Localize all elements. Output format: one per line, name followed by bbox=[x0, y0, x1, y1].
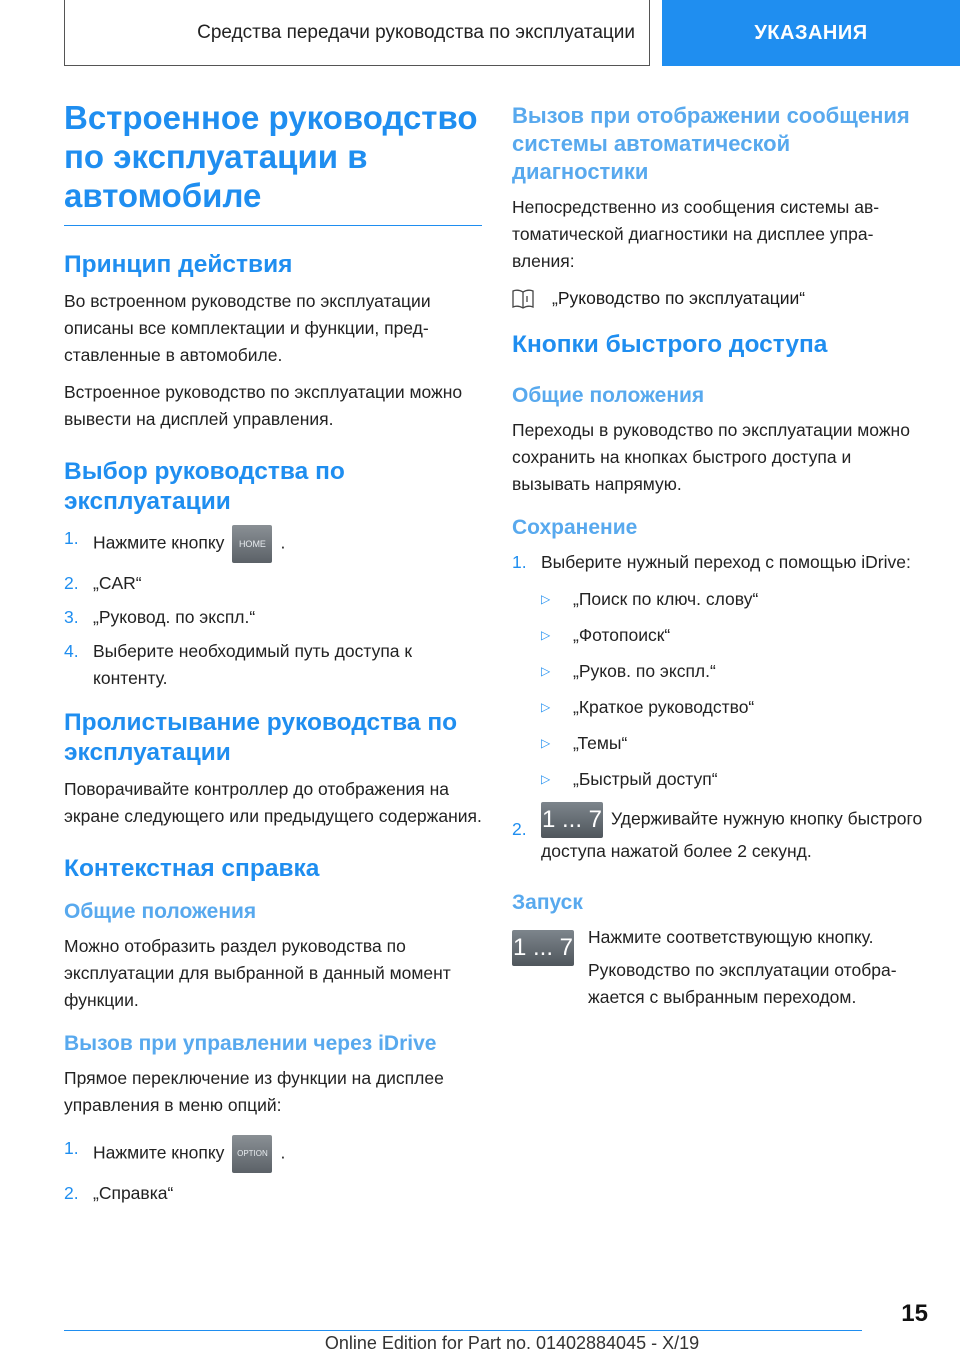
list-item: 1. Нажмите кнопку HOME . bbox=[64, 525, 482, 563]
list-item: ▷ „Темы“ bbox=[541, 730, 930, 757]
step-text: „Руковод. по экспл.“ bbox=[93, 607, 256, 627]
heading-context-help: Контекстная справка bbox=[64, 855, 320, 882]
step-text: Нажмите кнопку bbox=[93, 532, 225, 553]
step-number: 2. bbox=[64, 573, 79, 593]
list-item bbox=[64, 638, 482, 692]
save-steps-list-2 bbox=[512, 802, 930, 865]
heading-context-general: Общие положения bbox=[64, 900, 257, 923]
step-number: 3. bbox=[64, 607, 79, 627]
triangle-bullet-icon: ▷ bbox=[541, 772, 551, 786]
heading-scroll: Пролистывание руководства по эксплуатации bbox=[64, 709, 458, 766]
heading-quick-access: Кнопки быстрого доступа bbox=[512, 331, 828, 358]
save-options-list bbox=[541, 586, 930, 793]
list-item: 1. Нажмите кнопку OPTION . bbox=[64, 1135, 482, 1173]
right-column bbox=[512, 102, 930, 1017]
book-icon bbox=[512, 285, 552, 312]
launch-row bbox=[512, 924, 930, 1017]
page-header bbox=[64, 0, 960, 66]
step-text: Удерживайте нужную кнопку быстрого доступа нажатой более 2 секунд. bbox=[541, 808, 923, 861]
idrive-paragraph: Прямое переключение из функции на дисплее управления в меню опций: bbox=[64, 1068, 444, 1115]
save-steps-list bbox=[512, 549, 930, 576]
header-chapter-box bbox=[64, 0, 650, 66]
triangle-bullet-icon: ▷ bbox=[541, 736, 551, 750]
heading-idrive: Вызов при управлении через iDrive bbox=[64, 1032, 437, 1055]
principle-paragraph-1: Во встроенном руководстве по эксплуатации описаны все комплектации и функции, представленные в автомобиле. bbox=[64, 291, 431, 365]
list-item: ▷ „Краткое руководство“ bbox=[541, 694, 930, 721]
principle-paragraph-2: Встроенное руководство по эксплуатации можно вывести на дисплей управления. bbox=[64, 382, 463, 429]
list-item: ▷ „Руков. по экспл.“ bbox=[541, 658, 930, 685]
option-button-icon: OPTION bbox=[232, 1135, 272, 1173]
context-steps-list bbox=[64, 1135, 482, 1207]
heading-select-manual: Выбор руководства по эксплуатации bbox=[64, 458, 345, 515]
page-title: Встроенное руководство по эксплуатации в автомобиле bbox=[64, 98, 482, 226]
home-button-icon: HOME bbox=[232, 525, 272, 563]
scroll-paragraph: Поворачивайте контроллер до отображения на экране следующего или предыдущего содержания. bbox=[64, 779, 482, 826]
header-section-tab bbox=[662, 0, 960, 66]
triangle-bullet-icon: ▷ bbox=[541, 664, 551, 678]
list-item bbox=[512, 802, 930, 865]
quick-general-paragraph: Переходы в руководство по эксплуатации можно сохранить на кнопках быстрого доступа и вызывать напрямую. bbox=[512, 420, 910, 494]
launch-paragraph-1: Нажмите соответствующую кнопку. bbox=[588, 927, 874, 947]
footer-divider bbox=[64, 1330, 862, 1331]
list-item: ▷ „Быстрый доступ“ bbox=[541, 766, 930, 793]
step-number: 4. bbox=[64, 641, 79, 661]
step-number: 2. bbox=[64, 1183, 79, 1203]
step-number: 2. bbox=[512, 819, 527, 839]
manual-reference bbox=[512, 285, 930, 312]
list-item bbox=[64, 604, 482, 631]
footer-edition: Online Edition for Part no. 01402884045 - X/19 bbox=[324, 1333, 700, 1353]
heading-principle: Принцип действия bbox=[64, 251, 293, 278]
step-text: „CAR“ bbox=[93, 573, 142, 593]
step-text: „Справка“ bbox=[93, 1183, 174, 1203]
triangle-bullet-icon: ▷ bbox=[541, 592, 551, 606]
triangle-bullet-icon: ▷ bbox=[541, 628, 551, 642]
launch-paragraph-2: Руководство по эксплуатации отображается с выбранным переходом. bbox=[588, 960, 897, 1007]
left-column bbox=[64, 98, 482, 1217]
manual-reference-text: „Руководство по эксплуатации“ bbox=[552, 288, 806, 308]
list-item bbox=[64, 1180, 482, 1207]
header-chapter-title: Средства передачи руководства по эксплуатации bbox=[197, 21, 635, 43]
favorite-buttons-icon: 1 ... 7 bbox=[512, 930, 574, 966]
heading-diagnostics: Вызов при отображении сообщения системы автоматической диагностики bbox=[512, 103, 910, 184]
list-item: ▷ „Поиск по ключ. слову“ bbox=[541, 586, 930, 613]
triangle-bullet-icon: ▷ bbox=[541, 700, 551, 714]
header-section-label: УКАЗАНИЯ bbox=[754, 21, 868, 44]
list-item bbox=[64, 570, 482, 597]
step-text: Нажмите кнопку bbox=[93, 1142, 225, 1163]
page-number: 15 bbox=[901, 1300, 928, 1327]
diagnostics-paragraph: Непосредственно из сообщения системы автоматической диагностики на дисплее управления: bbox=[512, 197, 880, 271]
list-item bbox=[512, 549, 930, 576]
select-steps-list bbox=[64, 525, 482, 692]
step-text: Выберите нужный переход с помощью iDrive: bbox=[541, 552, 911, 572]
favorite-buttons-icon: 1 ... 7 bbox=[541, 802, 603, 838]
heading-save: Сохранение bbox=[512, 516, 638, 539]
heading-launch: Запуск bbox=[512, 891, 583, 914]
step-number: 1. bbox=[64, 1138, 79, 1158]
list-item: ▷ „Фотопоиск“ bbox=[541, 622, 930, 649]
step-text: Выберите необходимый путь доступа к контенту. bbox=[93, 641, 413, 688]
heading-quick-general: Общие положения bbox=[512, 384, 705, 407]
step-number: 1. bbox=[512, 552, 527, 572]
step-number: 1. bbox=[64, 528, 79, 548]
context-general-paragraph: Можно отобразить раздел руководства по эксплуатации для выбранной в данный момент функции. bbox=[64, 936, 451, 1010]
